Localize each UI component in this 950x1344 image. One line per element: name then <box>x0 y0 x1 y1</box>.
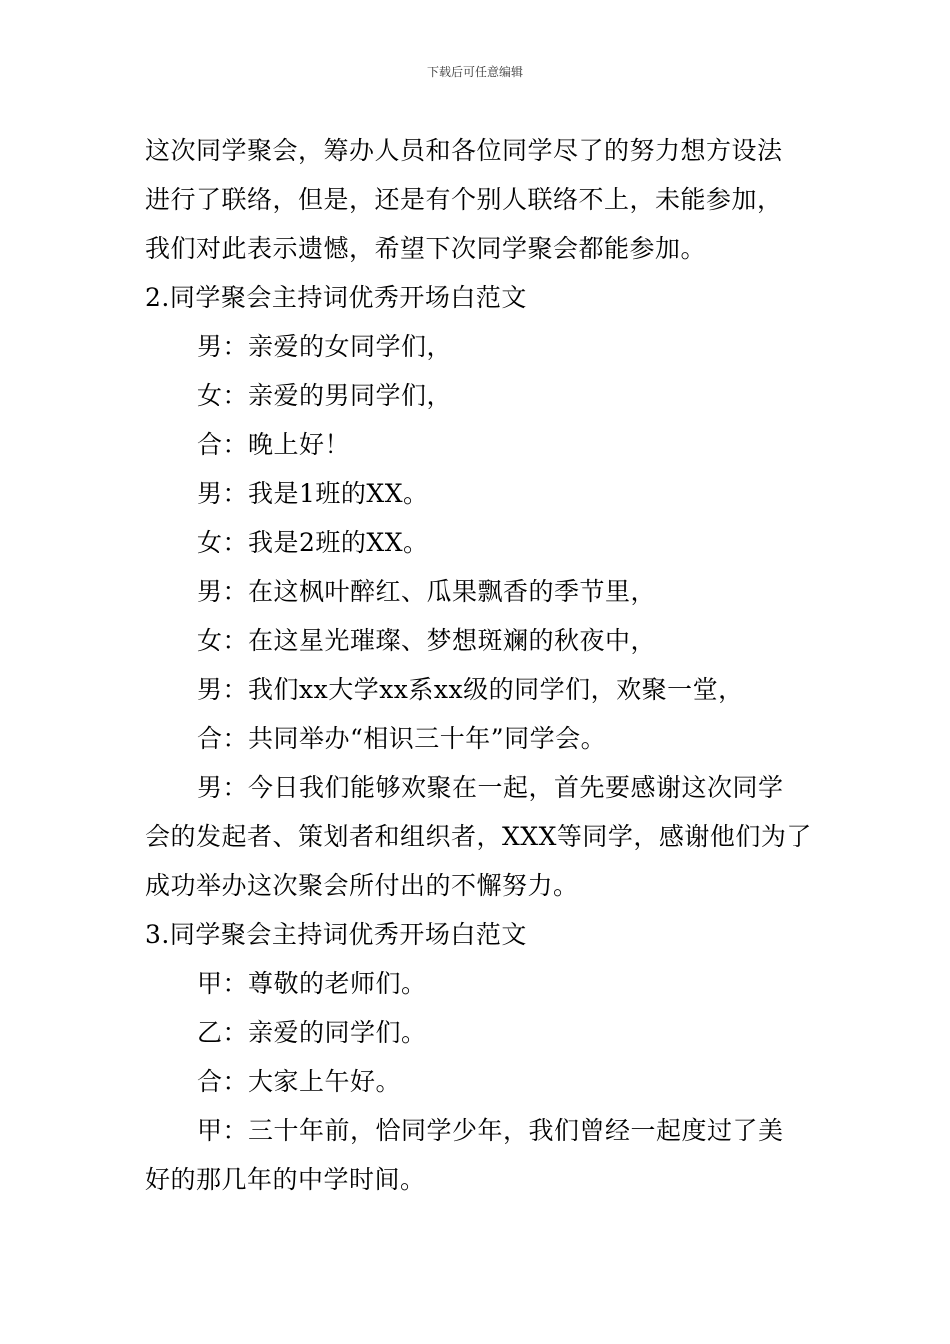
dialogue-line: 男：今日我们能够欢聚在一起，首先要感谢这次同学 <box>197 773 784 802</box>
text-line: 会的发起者、策划者和组织者，XXX等同学，感谢他们为了 <box>145 822 812 851</box>
text-line: 进行了联络，但是，还是有个别人联络不上，未能参加， <box>145 185 783 214</box>
document-body <box>145 126 810 1204</box>
dialogue-line: 合：晚上好！ <box>197 430 351 459</box>
dialogue-line: 甲：三十年前，恰同学少年，我们曾经一起度过了美 <box>197 1116 784 1145</box>
dialogue-line: 女：我是2班的XX。 <box>197 528 429 557</box>
dialogue-line: 男：亲爱的女同学们， <box>197 332 453 361</box>
dialogue-line: 女：在这星光璀璨、梦想斑斓的秋夜中， <box>197 626 657 655</box>
text-line: 好的那几年的中学时间。 <box>145 1165 426 1194</box>
dialogue-line: 男：我是1班的XX。 <box>197 479 429 508</box>
text-line: 这次同学聚会，筹办人员和各位同学尽了的努力想方设法 <box>145 136 783 165</box>
text-line: 我们对此表示遗憾，希望下次同学聚会都能参加。 <box>145 234 707 263</box>
text-line: 成功举办这次聚会所付出的不懈努力。 <box>145 871 579 900</box>
dialogue-line: 合：共同举办“相识三十年”同学会。 <box>197 724 607 753</box>
section-heading: 2.同学聚会主持词优秀开场白范文 <box>145 283 527 312</box>
dialogue-line: 男：我们xx大学xx系xx级的同学们，欢聚一堂， <box>197 675 744 704</box>
dialogue-line: 甲：尊敬的老师们。 <box>197 969 427 998</box>
dialogue-line: 男：在这枫叶醉红、瓜果飘香的季节里， <box>197 577 657 606</box>
dialogue-line: 乙：亲爱的同学们。 <box>197 1018 427 1047</box>
section-heading: 3.同学聚会主持词优秀开场白范文 <box>145 920 527 949</box>
dialogue-line: 合：大家上午好。 <box>197 1067 402 1096</box>
page-header: 下载后可任意编辑 <box>426 65 523 79</box>
dialogue-line: 女：亲爱的男同学们， <box>197 381 453 410</box>
